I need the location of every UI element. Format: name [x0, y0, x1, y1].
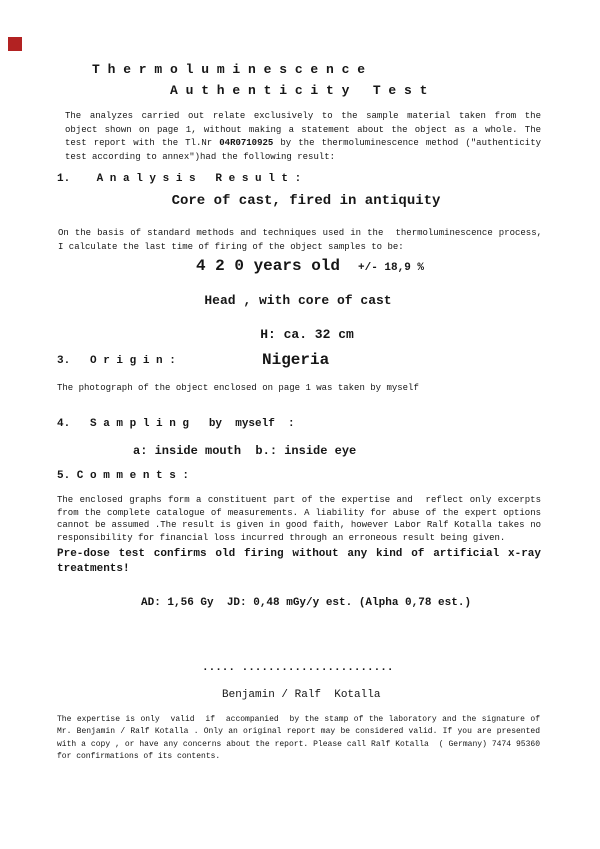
section-3-origin-heading: 3. O r i g i n :: [57, 355, 176, 367]
sampling-locations: a: inside mouth b.: inside eye: [133, 444, 357, 458]
report-title-line2: A u t h e n t i c i t y T e s t: [170, 83, 428, 98]
footer-line: with a copy , or have any concerns about the report. Please call Ralf Kotalla ( Germany) 7474 95360: [57, 739, 540, 749]
comments-paragraph: [57, 494, 541, 545]
footer-line: for confirmations of its contents.: [57, 751, 221, 761]
predose-statement: [57, 547, 541, 576]
comments-line: cannot be assumed .The result is given in good faith, however Labor Ralf Kotalla takes no: [57, 520, 541, 531]
analysis-result-text: Core of cast, fired in antiquity: [171, 193, 441, 209]
age-result-line: [10, 257, 600, 275]
footer-line: The expertise is only valid if accompanied by the stamp of the laboratory and the signature of: [57, 715, 540, 724]
section-1-analysis-heading: 1. A n a l y s i s R e s u l t :: [57, 173, 302, 185]
method-line: On the basis of standard methods and techniques used in the thermoluminescence process,: [58, 228, 542, 238]
predose-line: treatments!: [57, 562, 130, 575]
red-square-marker: [8, 37, 22, 51]
object-height: H: ca. 32 cm: [260, 327, 354, 342]
intro-line3-pre: test report with the Tl.Nr: [65, 138, 220, 148]
intro-paragraph: [65, 110, 541, 164]
signature-dotted-line: ..... .......................: [202, 662, 394, 674]
origin-value: Nigeria: [262, 351, 330, 369]
report-title-line1: T h e r m o l u m i n e s c e n c e: [92, 62, 366, 77]
footer-line: Mr. Benjamin / Ralf Kotalla . Only an original report may be considered valid. If you are presented: [57, 727, 540, 737]
intro-line3-post: by the thermoluminescence method ("authenticity: [273, 138, 541, 148]
section-5-comments-heading: 5. C o m m e n t s :: [57, 470, 190, 482]
section-4-sampling-heading: 4. S a m p l i n g by myself :: [57, 418, 295, 430]
comments-line: from the complete catalogue of measurements. A liability for abuse of the expert options: [57, 507, 541, 518]
intro-line: object shown on page 1, without making a statement about the object as a whole. The: [65, 124, 541, 135]
intro-line: test according to annex")had the following result:: [65, 151, 336, 162]
dose-values: AD: 1,56 Gy JD: 0,48 mGy/y est. (Alpha 0,78 est.): [141, 597, 472, 609]
footer-disclaimer: [57, 714, 540, 763]
photo-note: The photograph of the object enclosed on page 1 was taken by myself: [57, 383, 419, 393]
intro-line: The analyzes carried out relate exclusively to the sample material taken from the: [65, 111, 541, 121]
comments-line: responsibility for financial loss incurred through an erroneous result being given.: [57, 533, 506, 544]
age-uncertainty: +/- 18,9 %: [358, 262, 425, 274]
intro-line: [65, 137, 541, 151]
signature-name: Benjamin / Ralf Kotalla: [222, 689, 381, 701]
predose-line: Pre-dose test confirms old firing without any kind of artificial x-ray: [57, 548, 541, 560]
object-description: Head , with core of cast: [204, 293, 392, 308]
tl-number: 04R0710925: [219, 138, 274, 148]
method-paragraph: [58, 227, 542, 254]
comments-line: The enclosed graphs form a constituent part of the expertise and reflect only excerpts: [57, 495, 541, 505]
method-line: I calculate the last time of firing of the object samples to be:: [58, 241, 404, 252]
age-value: 4 2 0 years old: [195, 257, 340, 275]
